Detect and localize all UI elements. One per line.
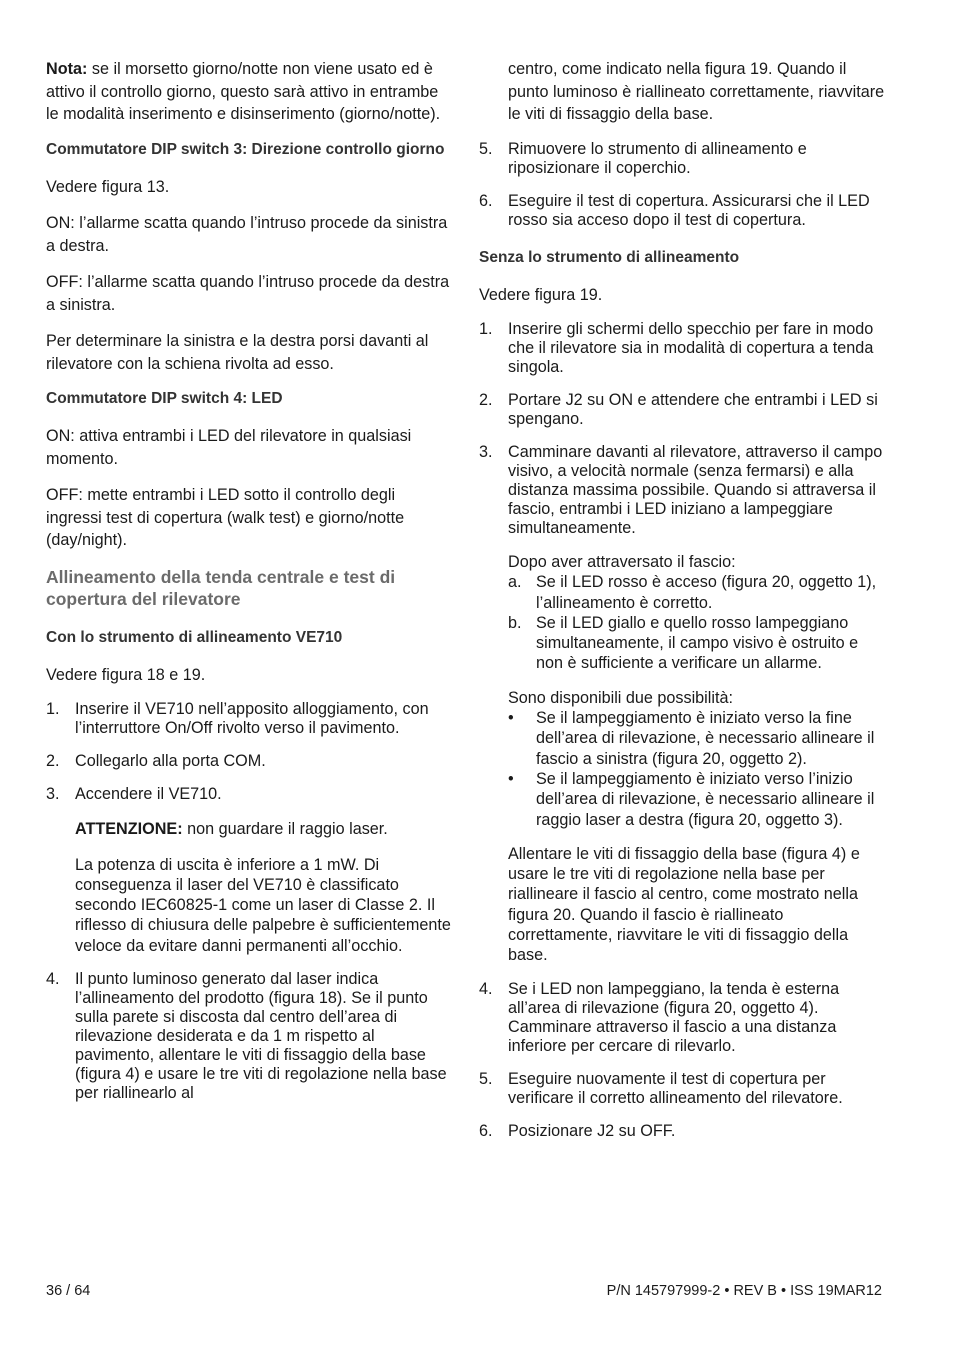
- warning-label: ATTENZIONE:: [75, 820, 183, 838]
- list-text: Inserire il VE710 nell’apposito alloggiamento, con l’interruttore On/Off rivolto verso il pavimento.: [75, 700, 429, 737]
- right-column: [479, 58, 889, 1155]
- list-number: 5.: [479, 139, 493, 158]
- sub-list-text: Se il LED giallo e quello rosso lampeggiano simultaneamente, il campo visivo è ostruito e non è sufficiente a verificare un allarme.: [536, 613, 859, 673]
- list-number: 6.: [479, 1121, 493, 1140]
- list-item: [479, 1070, 889, 1108]
- loosen-paragraph: Allentare le viti di fissaggio della base (figura 4) e usare le tre viti di regolazione nella base per riallineare il fascio al centro, come mostrato nella figura 20. Quando il fascio è riallineato correttamente, riavvitare le viti di fissaggio della base.: [508, 844, 860, 965]
- list-number: 2.: [479, 391, 493, 409]
- list-text: Eseguire nuovamente il test di copertura per verificare il corretto allineamento del rilevatore.: [508, 1069, 843, 1107]
- note-text: se il morsetto giorno/notte non viene usato ed è attivo il controllo giorno, questo sarà attivo in entrambe le modalità inserimento e disinserimento (giorno/notte).: [46, 60, 441, 123]
- list-text: Se i LED non lampeggiano, la tenda è esterna all’area di rilevazione (figura 20, oggetto 4). Camminare attraverso il fascio a una distanza inferiore per cercare di rilevarlo.: [508, 979, 840, 1055]
- laser-paragraph: La potenza di uscita è inferiore a 1 mW. Di conseguenza il laser del VE710 è classificato secondo IEC60825-1 come un laser di Classe 2. Il riflesso di chiusura delle palpebre è sufficientemente veloce da evitare danni permanenti all’occhio.: [75, 855, 451, 955]
- dip4-on: ON: attiva entrambi i LED del rilevatore in qualsiasi momento.: [46, 427, 412, 468]
- list-number: 3.: [46, 785, 60, 803]
- list-text: Eseguire il test di copertura. Assicurarsi che il LED rosso sia acceso dopo il test di copertura.: [508, 191, 870, 229]
- list-item: [479, 443, 889, 538]
- list-item: [46, 700, 451, 738]
- bullet-item: [508, 708, 889, 769]
- list-number: 1.: [479, 320, 493, 338]
- step4-continuation: centro, come indicato nella figura 19. Quando il punto luminoso è riallineato correttamente, riavvitare le viti di fissaggio della base.: [508, 60, 885, 123]
- list-item: [46, 970, 451, 1103]
- bullet-item: [508, 769, 889, 830]
- bullet-text: Se il lampeggiamento è iniziato verso l’inizio dell’area di rilevazione, è necessario allineare il raggio laser a destra (figura 20, oggetto 3).: [536, 769, 875, 829]
- bullet-marker: •: [508, 709, 514, 728]
- list-item: [479, 140, 889, 178]
- sub-list-marker: a.: [508, 573, 522, 592]
- sub-list-item: [508, 572, 889, 613]
- notool-heading: Senza lo strumento di allineamento: [479, 248, 740, 266]
- list-text: Collegarlo alla porta COM.: [75, 752, 266, 770]
- dip3-off: OFF: l’allarme scatta quando l’intruso procede da destra a sinistra.: [46, 273, 450, 314]
- note-label: Nota:: [46, 60, 88, 78]
- sub-list-text: Se il LED rosso è acceso (figura 20, oggetto 1), l’allineamento è corretto.: [536, 573, 877, 612]
- list-number: 4.: [46, 969, 60, 988]
- notool-reference: Vedere figura 19.: [479, 285, 603, 304]
- list-item: [46, 785, 451, 804]
- bullet-text: Se il lampeggiamento è iniziato verso la fine dell’area di rilevazione, è necessario allineare il fascio a sinistra (figura 20, oggetto 2).: [536, 709, 875, 768]
- tool-heading: Con lo strumento di allineamento VE710: [46, 628, 343, 646]
- after-beam-text: Dopo aver attraversato il fascio:: [508, 553, 736, 571]
- tool-reference: Vedere figura 18 e 19.: [46, 665, 206, 684]
- list-text: Accendere il VE710.: [75, 785, 222, 803]
- section-heading: Allineamento della tenda centrale e test di copertura del rilevatore: [46, 566, 396, 609]
- list-item: [46, 752, 451, 771]
- sub-list-item: [508, 613, 889, 674]
- list-item: [479, 391, 889, 429]
- list-number: 3.: [479, 443, 493, 461]
- warning-paragraph: [75, 818, 451, 841]
- note-paragraph: [46, 58, 451, 126]
- list-text: Posizionare J2 su OFF.: [508, 1121, 676, 1140]
- left-column: [46, 58, 451, 1117]
- list-item: [479, 1122, 889, 1141]
- list-text: Inserire gli schermi dello specchio per fare in modo che il rilevatore sia in modalità di copertura a tenda singola.: [508, 320, 874, 376]
- dip3-heading: Commutatore DIP switch 3: Direzione controllo giorno: [46, 140, 445, 158]
- options-text: Sono disponibili due possibilità:: [508, 688, 733, 707]
- list-text: Portare J2 su ON e attendere che entrambi i LED si spengano.: [508, 391, 878, 428]
- list-number: 4.: [479, 979, 493, 998]
- list-text: Camminare davanti al rilevatore, attraverso il campo visivo, a velocità normale (senza fermarsi) e alla distanza massima possibile. Quando si attraversa il fascio, entrambi i LED iniziano a lampeggiare simultaneamente.: [508, 443, 883, 537]
- list-item: [479, 192, 889, 230]
- dip3-note: Per determinare la sinistra e la destra porsi davanti al rilevatore con la schiena rivolta ad esso.: [46, 332, 429, 373]
- list-item: [479, 320, 889, 377]
- list-text: Il punto luminoso generato dal laser indica l’allineamento del prodotto (figura 18). Se il punto sulla parete si discosta dal centro dell’area di rilevazione desiderata e da 1 m rispetto al pavimento, allentare le viti di fissaggio della base (figura 4) e usare le tre viti di regolazione nella base per riallinearlo al: [75, 969, 447, 1102]
- part-number: P/N 145797999-2 • REV B • ISS 19MAR12: [606, 1283, 882, 1299]
- list-number: 2.: [46, 752, 60, 770]
- warning-text: non guardare il raggio laser.: [182, 820, 388, 838]
- dip4-off: OFF: mette entrambi i LED sotto il controllo degli ingressi test di copertura (walk test) e giorno/notte (day/night).: [46, 486, 405, 549]
- dip3-reference: Vedere figura 13.: [46, 177, 170, 196]
- sub-list-marker: b.: [508, 613, 522, 632]
- list-item: [479, 980, 889, 1056]
- bullet-marker: •: [508, 769, 514, 788]
- page-number: 36 / 64: [46, 1283, 91, 1299]
- list-number: 5.: [479, 1069, 493, 1088]
- list-number: 1.: [46, 700, 60, 718]
- list-number: 6.: [479, 191, 493, 210]
- dip3-on: ON: l’allarme scatta quando l’intruso procede da sinistra a destra.: [46, 214, 448, 255]
- dip4-heading: Commutatore DIP switch 4: LED: [46, 390, 283, 407]
- options-block: [508, 688, 889, 830]
- list-text: Rimuovere lo strumento di allineamento e riposizionare il coperchio.: [508, 139, 807, 177]
- after-beam-block: [508, 552, 889, 674]
